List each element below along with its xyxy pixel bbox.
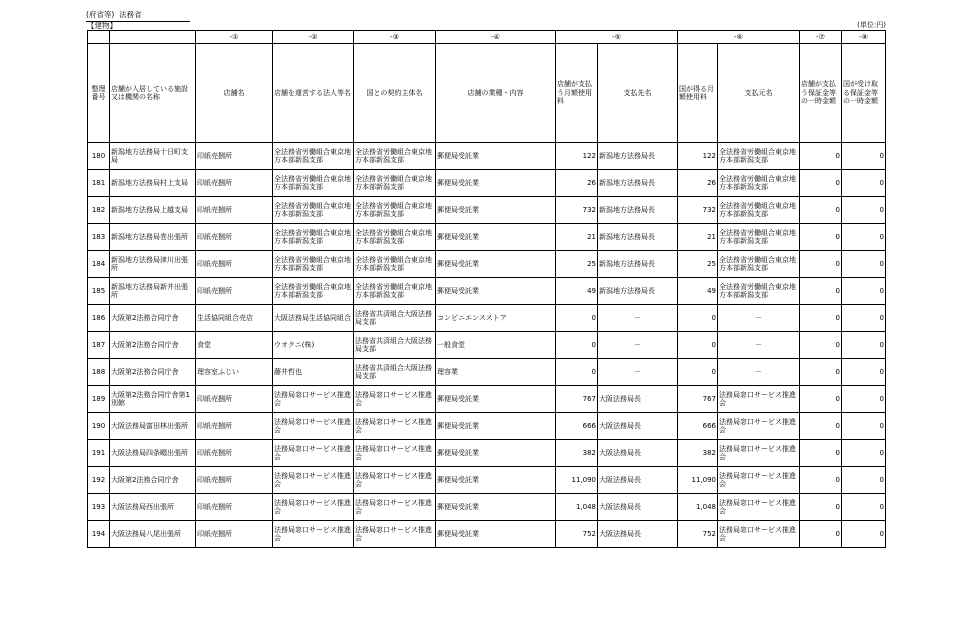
cell-fee: 0 xyxy=(556,332,598,359)
cell-gov-fee: 0 xyxy=(678,332,718,359)
cell-fee: 752 xyxy=(556,521,598,548)
header-row xyxy=(88,44,886,143)
cell-payer: － xyxy=(718,305,800,332)
header-contract: 国との契約主体名 xyxy=(354,44,436,143)
cell-deposit-paid: 0 xyxy=(800,332,842,359)
cell-deposit-received: 0 xyxy=(842,305,886,332)
cell-store: 印紙売捌所 xyxy=(196,494,273,521)
cell-payee: 新潟地方法務局長 xyxy=(598,251,678,278)
cell-operator: 全法務省労働組合東京地方本部新潟支部 xyxy=(273,224,354,251)
cell-store: 生活協同組合売店 xyxy=(196,305,273,332)
cell-store: 印紙売捌所 xyxy=(196,170,273,197)
cell-payer: 法務局窓口サービス推進会 xyxy=(718,413,800,440)
cell-facility: 大阪第2法務合同庁舎 xyxy=(110,467,196,494)
table-row xyxy=(88,251,886,278)
cell-payee: 新潟地方法務局長 xyxy=(598,278,678,305)
cell-operator: 法務局窓口サービス推進会 xyxy=(273,413,354,440)
cell-deposit-received: 0 xyxy=(842,170,886,197)
cell-payee: － xyxy=(598,332,678,359)
cell-facility: 大阪法務局八尾出張所 xyxy=(110,521,196,548)
cell-operator: 藤井哲也 xyxy=(273,359,354,386)
cell-fee: 25 xyxy=(556,251,598,278)
header-no: 整理番号 xyxy=(88,44,110,143)
cell-payee: 大阪法務局長 xyxy=(598,440,678,467)
cell-no: 180 xyxy=(88,143,110,170)
cell-no: 183 xyxy=(88,224,110,251)
cell-facility: 新潟地方法務局巻出張所 xyxy=(110,224,196,251)
header-payer: 支払元名 xyxy=(718,44,800,143)
cell-payee: 大阪法務局長 xyxy=(598,494,678,521)
cell-facility: 大阪第2法務合同庁舎 xyxy=(110,305,196,332)
cell-business: 郵便局受託業 xyxy=(436,224,556,251)
cell-payer: 法務局窓口サービス推進会 xyxy=(718,494,800,521)
cell-deposit-received: 0 xyxy=(842,494,886,521)
table-row xyxy=(88,170,886,197)
cell-business: 郵便局受託業 xyxy=(436,440,556,467)
cell-operator: 法務局窓口サービス推進会 xyxy=(273,440,354,467)
cell-facility: 大阪第2法務合同庁舎 xyxy=(110,332,196,359)
cell-gov-fee: 25 xyxy=(678,251,718,278)
cell-deposit-received: 0 xyxy=(842,359,886,386)
cell-contract: 全法務省労働組合東京地方本部新潟支部 xyxy=(354,278,436,305)
cell-no: 189 xyxy=(88,386,110,413)
table-row xyxy=(88,413,886,440)
section-title: 【建物】 xyxy=(87,21,117,30)
cell-operator: 法務局窓口サービス推進会 xyxy=(273,467,354,494)
cell-gov-fee: 666 xyxy=(678,413,718,440)
cell-deposit-received: 0 xyxy=(842,467,886,494)
cell-store: 印紙売捌所 xyxy=(196,521,273,548)
cell-contract: 法務局窓口サービス推進会 xyxy=(354,521,436,548)
cell-gov-fee: 767 xyxy=(678,386,718,413)
cell-store: 印紙売捌所 xyxy=(196,386,273,413)
cell-store: 印紙売捌所 xyxy=(196,467,273,494)
cell-fee: 382 xyxy=(556,440,598,467)
cell-contract: 法務省共済組合大阪法務局支部 xyxy=(354,359,436,386)
cell-no: 185 xyxy=(88,278,110,305)
table-row xyxy=(88,521,886,548)
cell-store: 食堂 xyxy=(196,332,273,359)
cell-fee: 26 xyxy=(556,170,598,197)
cell-payer: 全法務省労働組合東京地方本部新潟支部 xyxy=(718,251,800,278)
cell-deposit-paid: 0 xyxy=(800,440,842,467)
cell-operator: 法務局窓口サービス推進会 xyxy=(273,494,354,521)
cell-deposit-received: 0 xyxy=(842,332,886,359)
cell-payee: 大阪法務局長 xyxy=(598,521,678,548)
cell-operator: 大阪法務局生活協同組合 xyxy=(273,305,354,332)
cell-payee: 新潟地方法務局長 xyxy=(598,224,678,251)
cell-payer: 法務局窓口サービス推進会 xyxy=(718,521,800,548)
cell-payee: 新潟地方法務局長 xyxy=(598,197,678,224)
cell-fee: 666 xyxy=(556,413,598,440)
cell-contract: 法務局窓口サービス推進会 xyxy=(354,386,436,413)
cell-gov-fee: 382 xyxy=(678,440,718,467)
cell-business: 郵便局受託業 xyxy=(436,467,556,494)
header-fee: 店舗が支払う月額使用料 xyxy=(556,44,598,143)
cell-no: 184 xyxy=(88,251,110,278)
cell-contract: 全法務省労働組合東京地方本部新潟支部 xyxy=(354,197,436,224)
cell-deposit-received: 0 xyxy=(842,251,886,278)
cell-facility: 大阪法務局四条畷出張所 xyxy=(110,440,196,467)
cell-facility: 新潟地方法務局上越支局 xyxy=(110,197,196,224)
cell-gov-fee: 1,048 xyxy=(678,494,718,521)
cell-operator: 全法務省労働組合東京地方本部新潟支部 xyxy=(273,170,354,197)
cell-deposit-paid: 0 xyxy=(800,521,842,548)
column-mark-row xyxy=(88,31,886,44)
cell-deposit-paid: 0 xyxy=(800,251,842,278)
cell-deposit-received: 0 xyxy=(842,521,886,548)
cell-contract: 法務局窓口サービス推進会 xyxy=(354,467,436,494)
cell-facility: 新潟地方法務局津川出張所 xyxy=(110,251,196,278)
cell-fee: 0 xyxy=(556,305,598,332)
table-row xyxy=(88,197,886,224)
cell-fee: 1,048 xyxy=(556,494,598,521)
cell-store: 印紙売捌所 xyxy=(196,197,273,224)
cell-fee: 732 xyxy=(556,197,598,224)
mark-4: -④ xyxy=(436,31,556,44)
cell-deposit-received: 0 xyxy=(842,224,886,251)
cell-deposit-received: 0 xyxy=(842,386,886,413)
cell-payee: 新潟地方法務局長 xyxy=(598,170,678,197)
cell-gov-fee: 26 xyxy=(678,170,718,197)
table-row xyxy=(88,143,886,170)
cell-payee: 大阪法務局長 xyxy=(598,467,678,494)
header-business: 店舗の業種・内容 xyxy=(436,44,556,143)
cell-payer: 法務局窓口サービス推進会 xyxy=(718,467,800,494)
cell-business: 郵便局受託業 xyxy=(436,197,556,224)
cell-store: 印紙売捌所 xyxy=(196,224,273,251)
cell-contract: 法務局窓口サービス推進会 xyxy=(354,494,436,521)
cell-gov-fee: 21 xyxy=(678,224,718,251)
cell-no: 192 xyxy=(88,467,110,494)
cell-no: 194 xyxy=(88,521,110,548)
cell-payer: 全法務省労働組合東京地方本部新潟支部 xyxy=(718,224,800,251)
cell-operator: 法務局窓口サービス推進会 xyxy=(273,386,354,413)
cell-no: 187 xyxy=(88,332,110,359)
cell-fee: 0 xyxy=(556,359,598,386)
cell-contract: 法務省共済組合大阪法務局支部 xyxy=(354,305,436,332)
cell-deposit-paid: 0 xyxy=(800,278,842,305)
table-row xyxy=(88,494,886,521)
cell-payee: － xyxy=(598,359,678,386)
table-row xyxy=(88,278,886,305)
cell-contract: 全法務省労働組合東京地方本部新潟支部 xyxy=(354,224,436,251)
table-row xyxy=(88,440,886,467)
cell-deposit-paid: 0 xyxy=(800,494,842,521)
cell-payer: 全法務省労働組合東京地方本部新潟支部 xyxy=(718,197,800,224)
cell-deposit-received: 0 xyxy=(842,413,886,440)
cell-deposit-received: 0 xyxy=(842,197,886,224)
cell-store: 印紙売捌所 xyxy=(196,251,273,278)
cell-facility: 新潟地方法務局村上支局 xyxy=(110,170,196,197)
cell-business: 郵便局受託業 xyxy=(436,278,556,305)
cell-no: 188 xyxy=(88,359,110,386)
cell-contract: 法務省共済組合大阪法務局支部 xyxy=(354,332,436,359)
cell-business: 郵便局受託業 xyxy=(436,170,556,197)
cell-deposit-paid: 0 xyxy=(800,467,842,494)
cell-operator: 全法務省労働組合東京地方本部新潟支部 xyxy=(273,251,354,278)
cell-fee: 122 xyxy=(556,143,598,170)
cell-payee: 大阪法務局長 xyxy=(598,413,678,440)
cell-no: 186 xyxy=(88,305,110,332)
header-payee: 支払先名 xyxy=(598,44,678,143)
cell-operator: 法務局窓口サービス推進会 xyxy=(273,521,354,548)
cell-contract: 法務局窓口サービス推進会 xyxy=(354,440,436,467)
ministry-label: (府省等) xyxy=(86,10,115,19)
table-row xyxy=(88,467,886,494)
cell-payer: 法務局窓口サービス推進会 xyxy=(718,440,800,467)
mark-3: -③ xyxy=(354,31,436,44)
cell-fee: 767 xyxy=(556,386,598,413)
cell-fee: 11,090 xyxy=(556,467,598,494)
cell-business: 郵便局受託業 xyxy=(436,521,556,548)
table-row xyxy=(88,386,886,413)
mark-7: -⑦ xyxy=(800,31,842,44)
cell-deposit-paid: 0 xyxy=(800,143,842,170)
cell-store: 印紙売捌所 xyxy=(196,278,273,305)
mark-8: -⑧ xyxy=(842,31,886,44)
cell-facility: 新潟地方法務局新井出張所 xyxy=(110,278,196,305)
cell-no: 190 xyxy=(88,413,110,440)
cell-store: 理容室ふじい xyxy=(196,359,273,386)
header-facility: 店舗が入居している施設又は機関の名称 xyxy=(110,44,196,143)
cell-facility: 大阪第2法務合同庁舎 xyxy=(110,359,196,386)
cell-gov-fee: 0 xyxy=(678,305,718,332)
cell-payee: － xyxy=(598,305,678,332)
cell-operator: 全法務省労働組合東京地方本部新潟支部 xyxy=(273,143,354,170)
header-operator: 店舗を運営する法人等名 xyxy=(273,44,354,143)
cell-business: 郵便局受託業 xyxy=(436,251,556,278)
cell-payer: － xyxy=(718,332,800,359)
cell-no: 191 xyxy=(88,440,110,467)
cell-deposit-paid: 0 xyxy=(800,413,842,440)
mark-5: -⑤ xyxy=(556,31,678,44)
cell-deposit-paid: 0 xyxy=(800,170,842,197)
cell-store: 印紙売捌所 xyxy=(196,440,273,467)
cell-gov-fee: 0 xyxy=(678,359,718,386)
cell-operator: 全法務省労働組合東京地方本部新潟支部 xyxy=(273,278,354,305)
cell-payer: － xyxy=(718,359,800,386)
cell-gov-fee: 732 xyxy=(678,197,718,224)
cell-payer: 全法務省労働組合東京地方本部新潟支部 xyxy=(718,278,800,305)
cell-deposit-paid: 0 xyxy=(800,224,842,251)
table-row xyxy=(88,224,886,251)
unit-label: (単位:円) xyxy=(857,21,886,29)
cell-deposit-paid: 0 xyxy=(800,305,842,332)
cell-facility: 大阪法務局西出張所 xyxy=(110,494,196,521)
cell-payer: 法務局窓口サービス推進会 xyxy=(718,386,800,413)
cell-no: 193 xyxy=(88,494,110,521)
cell-operator: 全法務省労働組合東京地方本部新潟支部 xyxy=(273,197,354,224)
cell-contract: 全法務省労働組合東京地方本部新潟支部 xyxy=(354,251,436,278)
cell-contract: 法務局窓口サービス推進会 xyxy=(354,413,436,440)
table-row xyxy=(88,305,886,332)
header-deposit-received: 国が受け取る保証金等の一時金額 xyxy=(842,44,886,143)
cell-deposit-received: 0 xyxy=(842,143,886,170)
cell-payer: 全法務省労働組合東京地方本部新潟支部 xyxy=(718,143,800,170)
table-row xyxy=(88,359,886,386)
cell-business: コンビニエンスストア xyxy=(436,305,556,332)
cell-deposit-paid: 0 xyxy=(800,359,842,386)
cell-deposit-paid: 0 xyxy=(800,386,842,413)
cell-business: 理容業 xyxy=(436,359,556,386)
cell-store: 印紙売捌所 xyxy=(196,143,273,170)
cell-business: 郵便局受託業 xyxy=(436,386,556,413)
cell-gov-fee: 752 xyxy=(678,521,718,548)
cell-payer: 全法務省労働組合東京地方本部新潟支部 xyxy=(718,170,800,197)
cell-facility: 大阪法務局富田林出張所 xyxy=(110,413,196,440)
cell-contract: 全法務省労働組合東京地方本部新潟支部 xyxy=(354,170,436,197)
cell-payee: 新潟地方法務局長 xyxy=(598,143,678,170)
header-gov-fee: 国が得る月額使用料 xyxy=(678,44,718,143)
table-row xyxy=(88,332,886,359)
cell-store: 印紙売捌所 xyxy=(196,413,273,440)
mark-2: -② xyxy=(273,31,354,44)
cell-no: 181 xyxy=(88,170,110,197)
cell-deposit-paid: 0 xyxy=(800,197,842,224)
cell-business: 郵便局受託業 xyxy=(436,494,556,521)
cell-fee: 21 xyxy=(556,224,598,251)
cell-business: 郵便局受託業 xyxy=(436,143,556,170)
cell-no: 182 xyxy=(88,197,110,224)
cell-facility: 新潟地方法務局十日町支局 xyxy=(110,143,196,170)
ministry-name: 法務省 xyxy=(119,10,142,19)
cell-deposit-received: 0 xyxy=(842,278,886,305)
cell-gov-fee: 49 xyxy=(678,278,718,305)
cell-fee: 49 xyxy=(556,278,598,305)
mark-1: -① xyxy=(196,31,273,44)
cell-contract: 全法務省労働組合東京地方本部新潟支部 xyxy=(354,143,436,170)
header-store: 店舗名 xyxy=(196,44,273,143)
cell-payee: 大阪法務局長 xyxy=(598,386,678,413)
mark-6: -⑥ xyxy=(678,31,800,44)
cell-gov-fee: 11,090 xyxy=(678,467,718,494)
cell-facility: 大阪第2法務合同庁舎第1別館 xyxy=(110,386,196,413)
cell-operator: ウオクニ(株) xyxy=(273,332,354,359)
header-deposit-paid: 店舗が支払う保証金等の一時金額 xyxy=(800,44,842,143)
cell-deposit-received: 0 xyxy=(842,440,886,467)
cell-business: 一般食堂 xyxy=(436,332,556,359)
cell-gov-fee: 122 xyxy=(678,143,718,170)
cell-business: 郵便局受託業 xyxy=(436,413,556,440)
lease-table xyxy=(87,30,886,548)
